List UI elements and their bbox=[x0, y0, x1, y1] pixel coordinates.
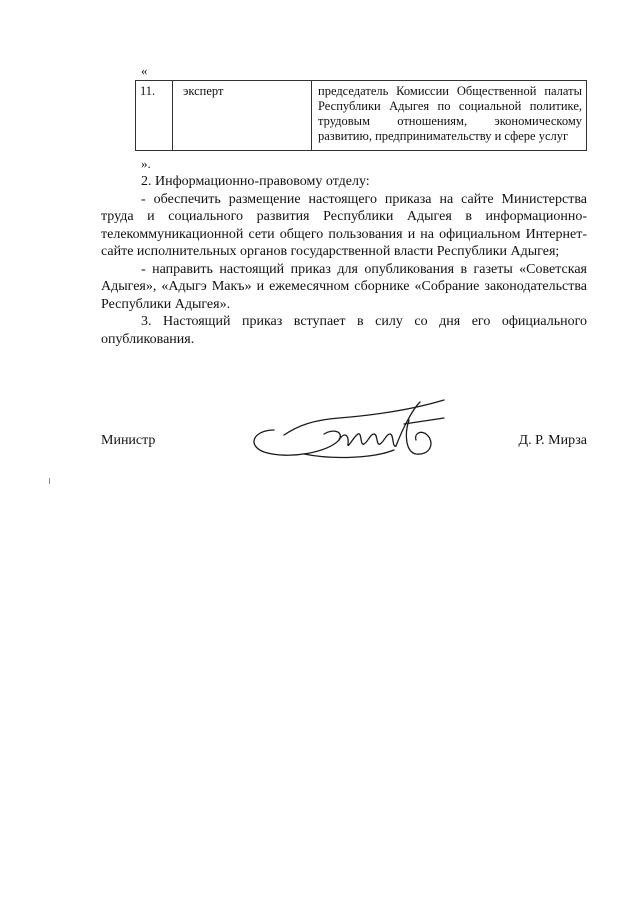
paragraph-publish-newspapers: - направить настоящий приказ для опубликования в газеты «Советская Адыгея», «Адыгэ Макъ» и ежемесячном сборнике «Собрание законодательства Республики Адыгея». bbox=[101, 261, 587, 312]
signatory-name: Д. Р. Мирза bbox=[518, 433, 587, 448]
paragraph-legal-department: 2. Информационно-правовому отделу: bbox=[141, 174, 370, 189]
handwritten-signature bbox=[244, 390, 464, 470]
signatory-title: Министр bbox=[101, 433, 156, 448]
opening-quote-mark: « bbox=[141, 63, 148, 78]
closing-quote-mark: ». bbox=[141, 156, 151, 171]
members-table bbox=[135, 80, 587, 151]
paragraph-publish-website: - обеспечить размещение настоящего приказа на сайте Министерства труда и социального развития Республики Адыгея в информационно-телекоммуникационной сети общего пользования и на официальном Интернет-сайте исполнительных органов государственной власти Республики Адыгея; bbox=[101, 191, 587, 259]
table-row bbox=[136, 81, 587, 151]
row-role: эксперт bbox=[173, 81, 312, 151]
row-description: председатель Комиссии Общественной палаты Республики Адыгея по социальной политике, трудовым отношениям, экономическому развитию, предпринимательству и сфере услуг bbox=[312, 81, 587, 151]
row-number: 11. bbox=[136, 81, 173, 151]
signature-block bbox=[101, 423, 587, 463]
paragraph-effective-date: 3. Настоящий приказ вступает в силу со дня его официального опубликования. bbox=[101, 314, 587, 347]
order-body bbox=[101, 173, 587, 348]
margin-mark bbox=[49, 478, 50, 484]
